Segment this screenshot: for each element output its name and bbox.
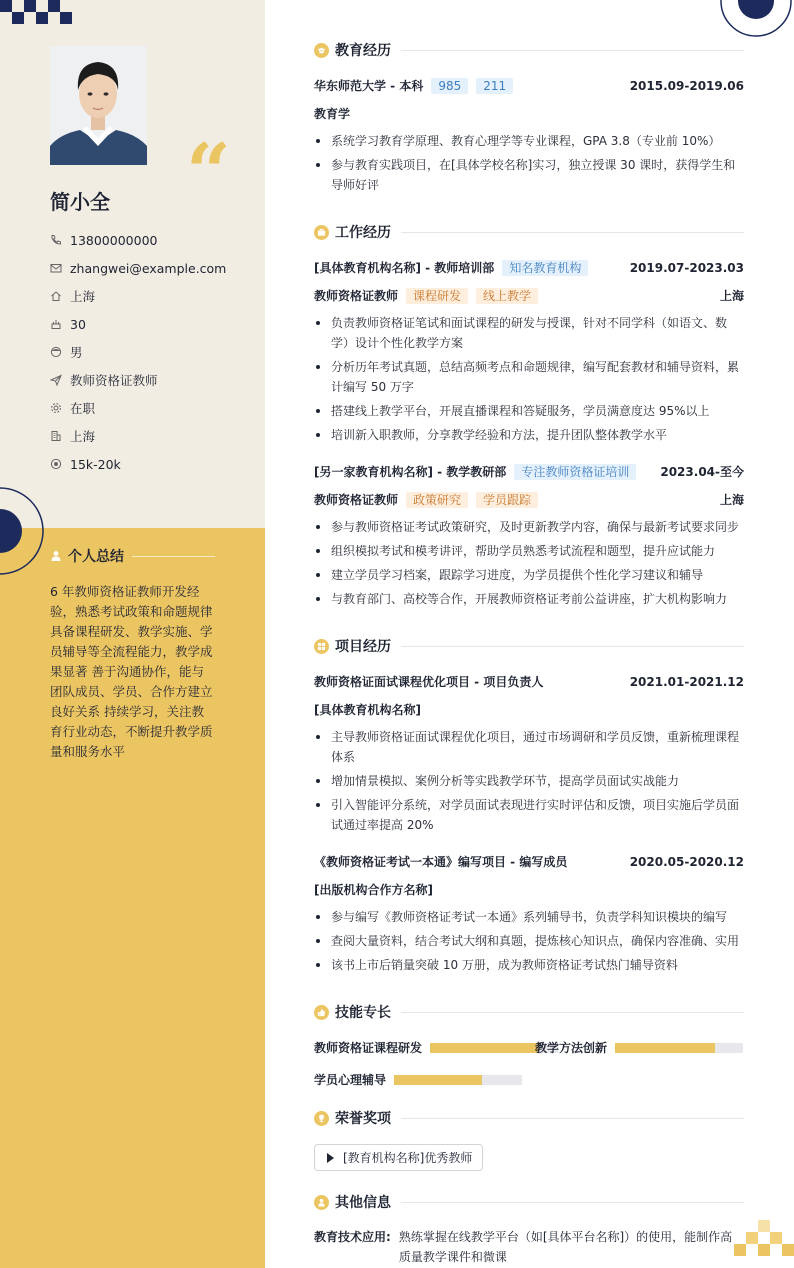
email-row <box>50 254 226 282</box>
education-section <box>314 39 744 192</box>
job-2-company-tag: 专注教师资格证培训 <box>514 464 636 480</box>
summary-divider <box>132 556 215 557</box>
skill-1-name: 教师资格证课程研发 <box>314 1041 423 1055</box>
target-city-text: 上海 <box>70 429 96 444</box>
send-icon <box>50 374 62 386</box>
list-item: 参与教师资格证考试政策研究，及时更新教学内容，确保与最新考试要求同步 <box>314 517 744 537</box>
skill-3 <box>314 1071 522 1088</box>
projects-title: 项目经历 <box>335 639 391 655</box>
face-icon <box>50 346 62 358</box>
job-2-role-tag-2: 学员跟踪 <box>476 492 538 508</box>
education-period: 2015.09-2019.06 <box>629 78 744 93</box>
job-1-city: 上海 <box>719 289 744 303</box>
skill-3-bar <box>394 1075 522 1085</box>
section-divider <box>401 1012 744 1013</box>
job-1-company: [具体教育机构名称] - 教师培训部 <box>314 261 495 275</box>
job-1-role-row <box>314 287 744 304</box>
status-row <box>50 394 226 422</box>
education-heading <box>314 39 744 61</box>
education-title: 教育经历 <box>335 43 391 59</box>
play-icon <box>327 1153 334 1163</box>
list-item: 该书上市后销量突破 10 万册，成为教师资格证考试热门辅导资料 <box>314 955 744 975</box>
project-1-org-row <box>314 701 744 718</box>
school-name: 华东师范大学 - 本科 <box>314 79 424 93</box>
other-section <box>314 1191 744 1264</box>
list-item: 系统学习教育学原理、教育心理学等专业课程，GPA 3.8（专业前 10%） <box>314 131 744 151</box>
project-2-name: 《教师资格证考试一本通》编写项目 - 编写成员 <box>314 855 568 869</box>
phone-icon <box>50 234 62 246</box>
summary-text: 6 年教师资格证教师开发经验，熟悉考试政策和命题规律 具备课程研发、教学实施、学员辅导等全流程能力，教学成果显著 善于沟通协作，能与团队成员、学员、合作方建立良好关系 持续学习，关注教育行业动态，不断提升教学质量和服务水平 <box>50 584 213 759</box>
target-job-text: 教师资格证教师 <box>70 373 158 388</box>
project-1-row <box>314 673 744 690</box>
summary-heading <box>50 546 215 566</box>
trophy-icon <box>317 1114 326 1123</box>
project-1-period: 2021.01-2021.12 <box>629 674 744 689</box>
skill-2-name: 教学方法创新 <box>535 1041 608 1055</box>
quote-mark-icon: “ <box>186 127 225 218</box>
work-heading <box>314 221 744 243</box>
education-row <box>314 77 744 94</box>
skill-2 <box>535 1039 743 1056</box>
job-2-role-row <box>314 491 744 508</box>
list-item: 参与教育实践项目，在[具体学校名称]实习，独立授课 30 课时，获得学生和导师好评 <box>314 155 744 195</box>
salary-text: 15k-20k <box>70 456 121 472</box>
other-key: 教育技术应用: <box>314 1230 391 1244</box>
section-divider <box>401 232 744 233</box>
mail-icon <box>50 262 62 274</box>
sidebar <box>0 0 265 1268</box>
briefcase-icon <box>317 228 326 237</box>
job-1-period: 2019.07-2023.03 <box>629 260 744 275</box>
work-title: 工作经历 <box>335 225 391 241</box>
job-2-company: [另一家教育机构名称] - 教学教研部 <box>314 465 507 479</box>
projects-heading <box>314 635 744 657</box>
target-city-row <box>50 422 226 450</box>
cake-icon <box>50 318 62 330</box>
project-2-org-row <box>314 881 744 898</box>
job-1-role: 教师资格证教师 <box>314 289 399 303</box>
profile-name: 简小全 <box>50 190 110 214</box>
project-1-name: 教师资格证面试课程优化项目 - 项目负责人 <box>314 675 544 689</box>
list-item: 查阅大量资料，结合考试大纲和真题，提炼核心知识点，确保内容准确、实用 <box>314 931 744 951</box>
work-section <box>314 221 744 606</box>
home-icon <box>50 290 62 302</box>
list-item: 分析历年考试真题，总结高频考点和命题规律，编写配套教材和辅导资料，累计编写 50 万字 <box>314 357 744 397</box>
project-2-row <box>314 853 744 870</box>
skills-title: 技能专长 <box>335 1005 391 1021</box>
major: 教育学 <box>314 107 351 121</box>
grid-icon <box>317 642 326 651</box>
thumbs-up-icon <box>317 1008 326 1017</box>
main-content <box>265 0 794 1268</box>
other-title: 其他信息 <box>335 1195 391 1211</box>
phone-text: 13800000000 <box>70 232 158 248</box>
job-2-bullets <box>314 517 744 613</box>
job-2-city: 上海 <box>719 493 744 507</box>
project-1-org: [具体教育机构名称] <box>314 703 421 717</box>
list-item: 引入智能评分系统，对学员面试表现进行实时评估和反馈，项目实施后学员面试通过率提高 20% <box>314 795 744 835</box>
project-2-org: [出版机构合作方名称] <box>314 883 433 897</box>
list-item: 参与编写《教师资格证考试一本通》系列辅导书，负责学科知识模块的编写 <box>314 907 744 927</box>
gender-text: 男 <box>70 345 83 360</box>
email-text: zhangwei@example.com <box>70 260 227 276</box>
education-bullets <box>314 131 744 199</box>
circle-decoration-top-right <box>719 0 793 38</box>
list-item: 主导教师资格证面试课程优化项目，通过市场调研和学员反馈，重新梳理课程体系 <box>314 727 744 767</box>
project-2-period: 2020.05-2020.12 <box>629 854 744 869</box>
job-1-company-tag: 知名教育机构 <box>502 260 588 276</box>
job-1-role-tag-1: 课程研发 <box>406 288 468 304</box>
job-1-bullets <box>314 313 744 449</box>
section-divider <box>401 646 744 647</box>
awards-title: 荣誉奖项 <box>335 1111 391 1127</box>
job-2-row <box>314 463 744 480</box>
job-1-role-tag-2: 线上教学 <box>476 288 538 304</box>
skill-3-name: 学员心理辅导 <box>314 1073 387 1087</box>
list-item: 培训新入职教师，分享教学经验和方法，提升团队整体教学水平 <box>314 425 744 445</box>
salary-row <box>50 450 226 478</box>
project-2-bullets <box>314 907 744 979</box>
person-icon <box>50 550 62 562</box>
other-heading <box>314 1191 744 1213</box>
skill-2-bar <box>615 1043 743 1053</box>
status-text: 在职 <box>70 401 96 416</box>
job-2-role: 教师资格证教师 <box>314 493 399 507</box>
list-item: 增加情景模拟、案例分析等实践教学环节，提高学员面试实战能力 <box>314 771 744 791</box>
award-item[interactable] <box>314 1144 483 1171</box>
list-item: 搭建线上教学平台，开展直播课程和答疑服务，学员满意度达 95%以上 <box>314 401 744 421</box>
tag-211: 211 <box>476 78 513 94</box>
section-divider <box>401 1118 744 1119</box>
section-divider <box>401 50 744 51</box>
summary-title: 个人总结 <box>68 549 124 565</box>
skill-1-fill <box>430 1043 539 1053</box>
project-1-bullets <box>314 727 744 839</box>
section-divider <box>401 1202 744 1203</box>
age-row <box>50 310 226 338</box>
list-item: 负责教师资格证笔试和面试课程的研发与授课，针对不同学科（如语文、数学）设计个性化教学方案 <box>314 313 744 353</box>
awards-section <box>314 1107 744 1165</box>
awards-heading <box>314 1107 744 1129</box>
tag-985: 985 <box>431 78 468 94</box>
award-label: [教育机构名称]优秀教师 <box>343 1151 473 1165</box>
location-row <box>50 282 226 310</box>
skill-1 <box>314 1039 558 1056</box>
phone-row <box>50 226 226 254</box>
coin-icon <box>50 458 62 470</box>
job-2-role-tag-1: 政策研究 <box>406 492 468 508</box>
projects-section <box>314 635 744 972</box>
target-job-row <box>50 366 226 394</box>
other-row <box>314 1227 744 1267</box>
contact-info <box>50 226 226 478</box>
job-2-period: 2023.04-至今 <box>660 465 744 479</box>
skill-3-fill <box>394 1075 482 1085</box>
gender-row <box>50 338 226 366</box>
job-1-row <box>314 259 744 276</box>
skills-heading <box>314 1001 744 1023</box>
list-item: 与教育部门、高校等合作，开展教师资格证考前公益讲座，扩大机构影响力 <box>314 589 744 609</box>
major-row <box>314 105 744 122</box>
gear-icon <box>50 402 62 414</box>
location-text: 上海 <box>70 289 96 304</box>
skills-section <box>314 1001 744 1087</box>
list-item: 组织模拟考试和模考讲评，帮助学员熟悉考试流程和题型，提升应试能力 <box>314 541 744 561</box>
building-icon <box>50 430 62 442</box>
age-text: 30 <box>70 316 86 332</box>
graduation-cap-icon <box>317 46 326 55</box>
profile-photo <box>50 46 147 165</box>
skill-2-fill <box>615 1043 715 1053</box>
list-item: 建立学员学习档案，跟踪学习进度，为学员提供个性化学习建议和辅导 <box>314 565 744 585</box>
person-icon <box>317 1198 326 1207</box>
other-value: 熟练掌握在线教学平台（如[具体平台名称]）的使用，能制作高质量教学课件和微课 <box>398 1230 733 1264</box>
